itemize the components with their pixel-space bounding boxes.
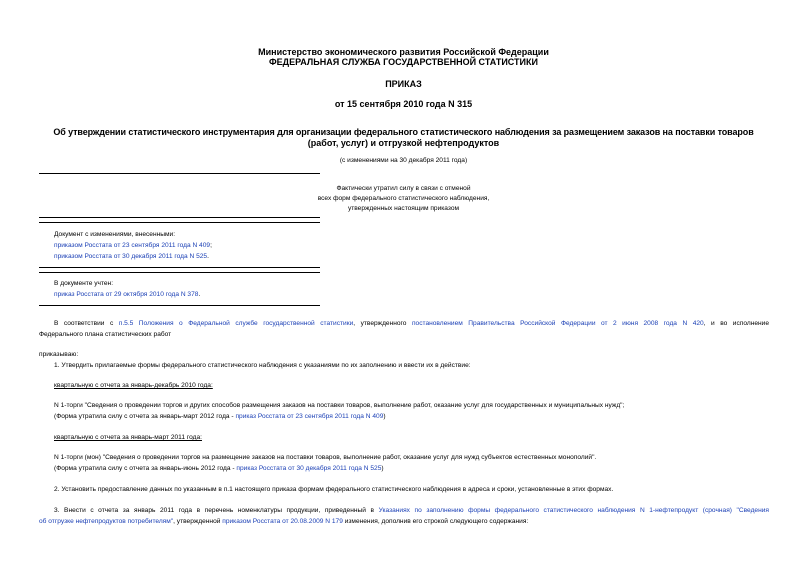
divider [39,222,320,223]
divider [39,272,320,273]
link-regulation-5-5[interactable]: п.5.5 Положения о Федеральной службе государственной статистики [118,320,354,327]
considered-heading: В документе учтен: [54,280,114,287]
item-2: 2. Установить предоставление данных по указанным в п.1 настоящего приказа формам федерального статистического наблюдения в адреса и сроки, установленные в этих формах. [54,486,614,493]
divider [39,173,320,174]
paragraph-basis: В соответствии с п.5.5 Положения о Федеральной службе государственной статистики, утвержденного постановлением Правительства Российской Федерации от 2 июня 2008 года N 420, и во исполнение [54,320,769,327]
form-1-note-link[interactable]: приказ Росстата от 23 сентября 2011 года N 409 [235,413,384,420]
item-3-link-instructions-cont[interactable]: об отгрузке нефтепродуктов потребителям" [39,518,174,525]
item-3-line2: об отгрузке нефтепродуктов потребителям", утвержденной приказом Росстата от 20.08.2009 N 179 изменения, дополнив его строкой следующего содержания: [39,518,529,525]
changes-heading: Документ с изменениями, внесенными: [54,231,176,238]
status-note-line1: Фактически утратил силу в связи с отменой [336,185,471,192]
item-3-link-order-179[interactable]: приказом Росстата от 20.08.2009 N 179 [222,518,343,525]
divider [39,305,320,306]
doc-date: от 15 сентября 2010 года N 315 [334,99,473,109]
paragraph-basis-line2: Федерального плана статистических работ [39,331,172,338]
changes-item: приказом Росстата от 23 сентября 2011 года N 409; [54,242,212,249]
form-1: N 1-торги "Сведения о проведении торгов и других способов размещения заказов на поставки товаров, выполнение работ, оказание услуг для государственных и муниципальных нужд"; [54,402,625,409]
ministry-name: Министерство экономического развития Российской Федерации [258,47,549,57]
doc-type: ПРИКАЗ [385,79,422,89]
order-word: приказываю: [39,351,79,358]
changes-link-525[interactable]: приказом Росстата от 30 декабря 2011 года N 525 [54,253,208,260]
doc-title-line2: (работ, услуг) и отгрузкой нефтепродуктов [307,138,500,148]
form-2-note-link[interactable]: приказ Росстата от 30 декабря 2011 года N 525 [236,465,382,472]
considered-item: приказ Росстата от 29 октября 2010 года N 378. [54,291,201,298]
period-2: квартальную с отчета за январь-март 2011 года: [54,434,202,441]
doc-title-line1: Об утверждении статистического инструментария для организации федерального статистического наблюдения за размещением заказов на поставки товаров [53,127,754,137]
considered-link-378[interactable]: приказ Росстата от 29 октября 2010 года N 378 [54,291,199,298]
changes-item: приказом Росстата от 30 декабря 2011 года N 525. [54,253,209,260]
item-1: 1. Утвердить прилагаемые формы федерального статистического наблюдения с указаниями по их заполнению и ввести их в действие: [54,362,471,369]
form-2-note: (Форма утратила силу с отчета за январь-июнь 2012 года - приказ Росстата от 30 декабря 2011 года N 525) [54,465,384,472]
item-3: 3. Внести с отчета за январь 2011 года в перечень номенклатуры продукции, приведенный в Указаниях по заполнению формы федерального статистического наблюдения N 1-нефтепродукт (срочная) "Сведения [54,507,769,514]
divider [39,217,320,218]
divider [39,267,320,268]
amended-note: (с изменениями на 30 декабря 2011 года) [339,157,468,164]
changes-link-409[interactable]: приказом Росстата от 23 сентября 2011 года N 409 [54,242,211,249]
status-note-line2: всех форм федерального статистического наблюдения, [317,195,490,202]
status-note-line3: утвержденных настоящим приказом [347,205,460,212]
item-3-link-instructions[interactable]: Указаниях по заполнению формы федерального статистического наблюдения N 1-нефтепродукт (срочная) "Сведения [378,507,769,514]
link-government-decree-420[interactable]: постановлением Правительства Российской Федерации от 2 июня 2008 года N 420 [411,320,704,327]
service-name: ФЕДЕРАЛЬНАЯ СЛУЖБА ГОСУДАРСТВЕННОЙ СТАТИСТИКИ [269,57,538,67]
form-1-note: (Форма утратила силу с отчета за январь-март 2012 года - приказ Росстата от 23 сентября 2011 года N 409) [54,413,386,420]
period-1: квартальную с отчета за январь-декабрь 2010 года: [54,382,213,389]
form-2: N 1-торги (мон) "Сведения о проведении торгов на размещение заказов на поставки товаров, выполнение работ, оказание услуг для нужд субъектов естественных монополий". [54,454,597,461]
